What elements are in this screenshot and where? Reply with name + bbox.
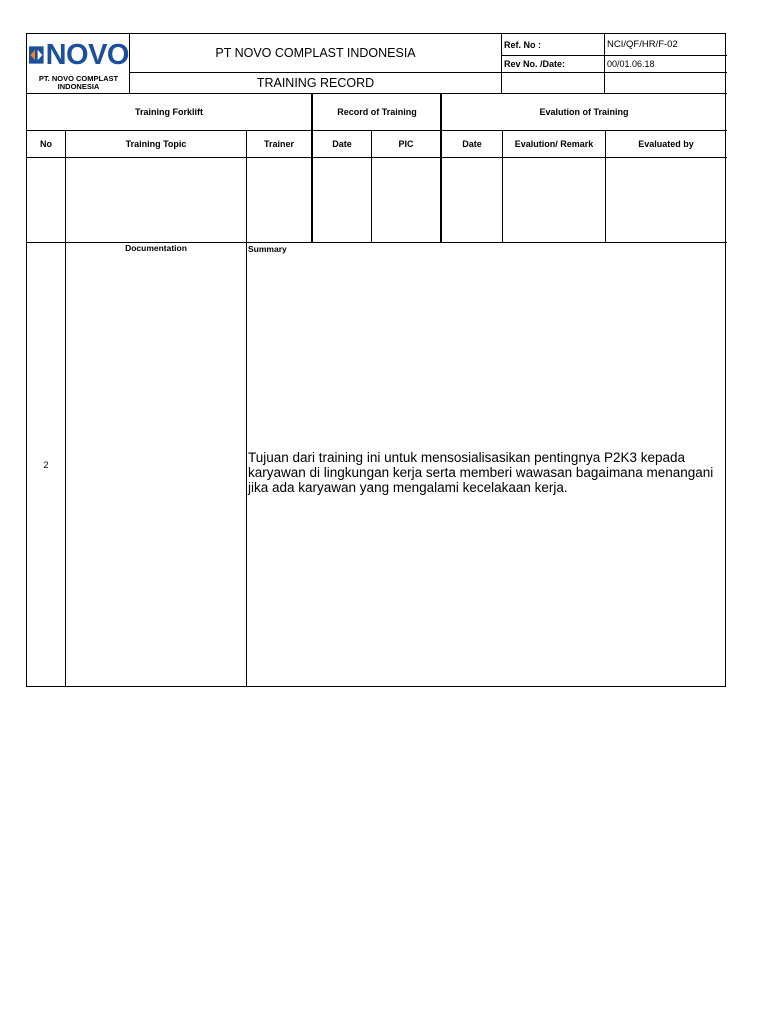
section-evaluation: Evalution of Training <box>539 107 629 117</box>
document-title: TRAINING RECORD <box>256 75 375 90</box>
company-logo <box>29 40 129 70</box>
col-eval-date: Date <box>462 139 482 149</box>
company-name: PT NOVO COMPLAST INDONESIA <box>215 46 416 60</box>
summary-text: Tujuan dari training ini untuk mensosialisasikan pentingnya P2K3 kepada karyawan di lingkungan kerja serta memberi wawasan bagaimana menangani jika ada karyawan yang mengalami kecelakaan kerja. <box>248 450 714 495</box>
logo-caption: PT. NOVO COMPLAST INDONESIA <box>38 74 119 91</box>
col-trainer: Trainer <box>263 139 294 149</box>
section-divider-2 <box>440 93 442 243</box>
ref-no-label: Ref. No : <box>504 39 541 50</box>
col-training-topic: Training Topic <box>125 139 187 149</box>
title-row-line <box>129 72 727 73</box>
col-divider-eval-date <box>502 130 503 243</box>
col-divider-remark <box>605 130 606 243</box>
documentation-label: Documentation <box>125 243 187 253</box>
rev-label: Rev No. /Date: <box>504 58 566 69</box>
columns-bottom-line <box>27 157 727 158</box>
section-record: Record of Training <box>337 107 417 117</box>
col-date: Date <box>332 139 352 149</box>
col-divider-topic <box>246 130 247 687</box>
col-divider-date <box>371 130 372 243</box>
col-remark: Evalution/ Remark <box>514 139 594 149</box>
logo-divider <box>129 34 130 93</box>
col-divider-no <box>65 130 66 687</box>
ref-row-line <box>501 55 727 56</box>
ref-no-value: NCI/QF/HR/F-02 <box>607 39 678 50</box>
col-no: No <box>40 139 52 149</box>
section-divider-1 <box>311 93 313 243</box>
title-divider <box>501 34 502 93</box>
col-pic: PIC <box>398 139 414 149</box>
novo-logo-icon <box>29 42 44 68</box>
rev-value: 00/01.06.18 <box>607 58 655 69</box>
training-record-form <box>26 33 726 687</box>
logo-wordmark: NOVO <box>45 38 129 71</box>
row2-number: 2 <box>43 460 49 470</box>
section-training: Training Forklift <box>134 107 203 117</box>
ref-divider <box>604 34 605 93</box>
col-evaluated-by: Evaluated by <box>638 139 694 149</box>
summary-label: Summary <box>248 244 287 254</box>
